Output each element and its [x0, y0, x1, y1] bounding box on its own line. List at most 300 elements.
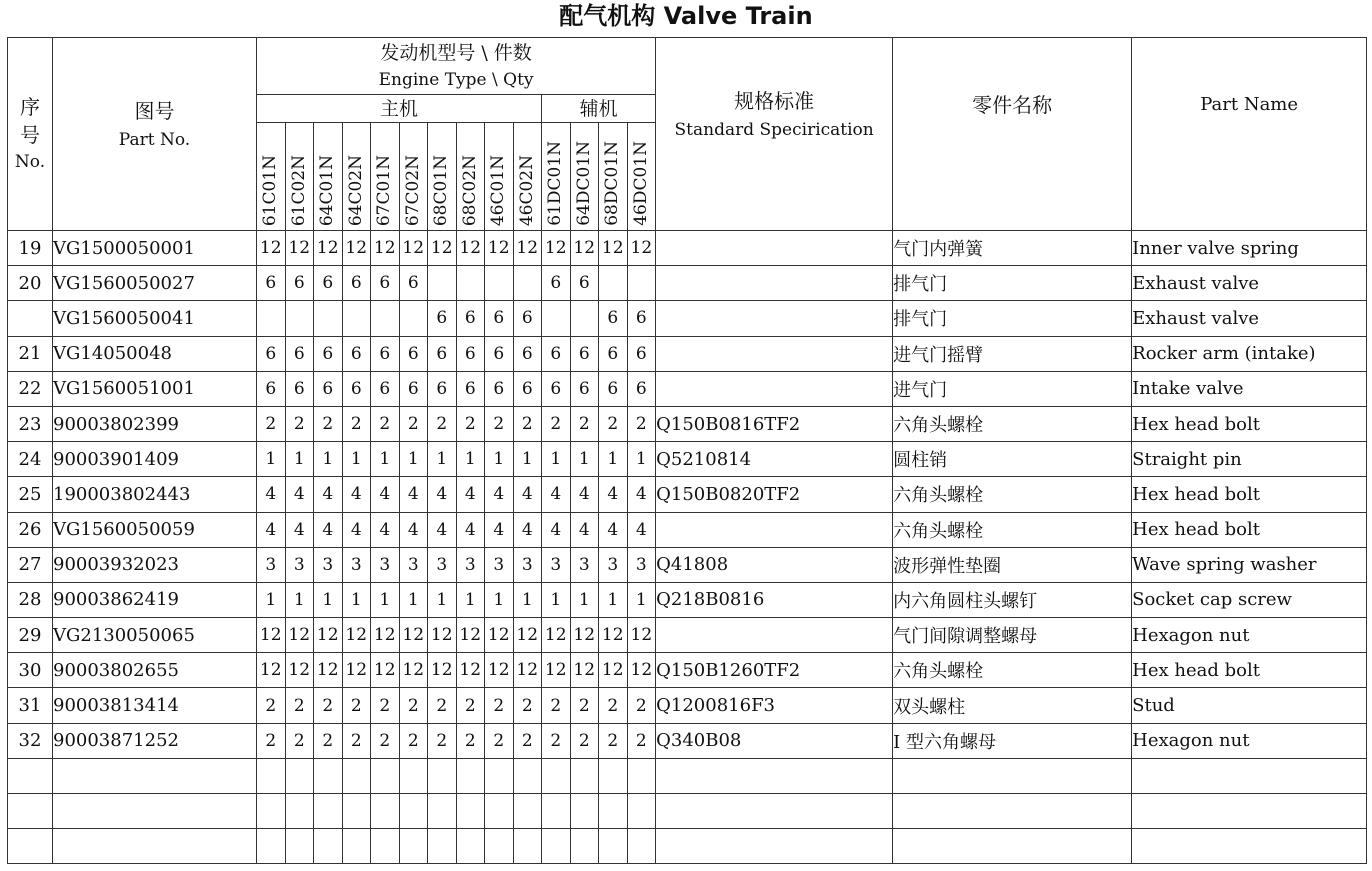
header-main-engine: 主机 — [257, 95, 542, 123]
qty-cell: 1 — [428, 442, 457, 477]
qty-cell: 2 — [342, 723, 371, 758]
qty-cell — [570, 301, 599, 336]
qty-cell: 2 — [513, 688, 542, 723]
qty-cell: 4 — [428, 512, 457, 547]
header-engine-model — [456, 123, 485, 231]
qty-cell: 2 — [513, 406, 542, 441]
part-name-cn-cell: 波形弹性垫圈 — [893, 547, 1132, 582]
standard-cell — [656, 794, 893, 829]
qty-cell — [342, 301, 371, 336]
part-name-cn-cell: 圆柱销 — [893, 442, 1132, 477]
qty-cell: 4 — [399, 512, 428, 547]
qty-cell: 6 — [627, 301, 656, 336]
qty-cell: 1 — [285, 582, 314, 617]
qty-cell: 12 — [314, 653, 343, 688]
table-row — [8, 477, 1367, 512]
part-name-cn-cell: 六角头螺栓 — [893, 653, 1132, 688]
header-engine-type-en: Engine Type \ Qty — [378, 70, 534, 90]
qty-cell — [627, 794, 656, 829]
qty-cell — [314, 758, 343, 793]
qty-cell: 6 — [570, 371, 599, 406]
table-row — [8, 653, 1367, 688]
qty-cell: 3 — [542, 547, 571, 582]
qty-cell: 6 — [399, 266, 428, 301]
qty-cell — [371, 794, 400, 829]
qty-cell: 2 — [485, 723, 514, 758]
qty-cell — [257, 301, 286, 336]
qty-cell: 12 — [599, 231, 628, 266]
qty-cell: 3 — [456, 547, 485, 582]
qty-cell: 1 — [428, 582, 457, 617]
standard-cell: Q340B08 — [656, 723, 893, 758]
qty-cell: 4 — [342, 477, 371, 512]
part-name-cn-cell: 气门间隙调整螺母 — [893, 618, 1132, 653]
part-no-cell: VG1560050059 — [53, 512, 257, 547]
qty-cell — [570, 829, 599, 864]
qty-cell: 3 — [627, 547, 656, 582]
qty-cell: 2 — [314, 406, 343, 441]
standard-cell — [656, 512, 893, 547]
qty-cell: 12 — [371, 618, 400, 653]
table-row — [8, 371, 1367, 406]
qty-cell: 1 — [371, 442, 400, 477]
qty-cell: 6 — [627, 371, 656, 406]
qty-cell: 12 — [570, 653, 599, 688]
qty-cell: 2 — [456, 723, 485, 758]
engine-model-label: 46C01N — [488, 154, 509, 226]
engine-model-label: 68DC01N — [602, 141, 623, 226]
qty-cell: 4 — [257, 477, 286, 512]
qty-cell — [627, 266, 656, 301]
qty-cell: 1 — [570, 442, 599, 477]
table-row — [8, 406, 1367, 441]
qty-cell: 12 — [456, 231, 485, 266]
qty-cell — [627, 829, 656, 864]
table-row — [8, 829, 1367, 864]
qty-cell: 2 — [342, 406, 371, 441]
qty-cell: 12 — [570, 618, 599, 653]
qty-cell — [399, 794, 428, 829]
qty-cell — [599, 266, 628, 301]
qty-cell: 6 — [599, 336, 628, 371]
qty-cell: 12 — [371, 231, 400, 266]
qty-cell: 12 — [342, 653, 371, 688]
qty-cell: 2 — [314, 688, 343, 723]
header-engine-model — [371, 123, 400, 231]
seq-no-cell: 32 — [8, 723, 53, 758]
part-name-en-cell: Hexagon nut — [1132, 723, 1367, 758]
part-name-cn-cell: 进气门摇臂 — [893, 336, 1132, 371]
standard-cell: Q150B0820TF2 — [656, 477, 893, 512]
qty-cell — [371, 829, 400, 864]
qty-cell: 4 — [542, 512, 571, 547]
qty-cell: 6 — [314, 336, 343, 371]
header-engine-model — [599, 123, 628, 231]
qty-cell: 2 — [428, 688, 457, 723]
header-part-name-cn: 零件名称 — [893, 38, 1132, 231]
qty-cell: 6 — [257, 336, 286, 371]
qty-cell: 2 — [342, 688, 371, 723]
qty-cell: 12 — [513, 618, 542, 653]
qty-cell: 2 — [627, 406, 656, 441]
part-no-cell: VG1560051001 — [53, 371, 257, 406]
parts-table — [7, 37, 1367, 864]
qty-cell: 4 — [599, 512, 628, 547]
qty-cell — [428, 758, 457, 793]
qty-cell: 3 — [371, 547, 400, 582]
header-seq-line: 序 — [20, 95, 40, 119]
qty-cell — [342, 794, 371, 829]
qty-cell: 6 — [371, 266, 400, 301]
qty-cell: 2 — [599, 406, 628, 441]
part-name-en-cell: Wave spring washer — [1132, 547, 1367, 582]
qty-cell: 1 — [513, 442, 542, 477]
qty-cell: 4 — [542, 477, 571, 512]
qty-cell: 2 — [428, 723, 457, 758]
qty-cell: 6 — [513, 371, 542, 406]
qty-cell — [513, 266, 542, 301]
qty-cell: 6 — [456, 336, 485, 371]
qty-cell: 1 — [314, 582, 343, 617]
qty-cell: 4 — [285, 512, 314, 547]
standard-cell: Q41808 — [656, 547, 893, 582]
qty-cell: 4 — [627, 477, 656, 512]
qty-cell: 4 — [456, 512, 485, 547]
qty-cell: 3 — [314, 547, 343, 582]
seq-no-cell — [8, 301, 53, 336]
qty-cell: 1 — [513, 582, 542, 617]
qty-cell — [485, 829, 514, 864]
qty-cell: 12 — [599, 653, 628, 688]
qty-cell: 2 — [570, 723, 599, 758]
qty-cell: 2 — [599, 723, 628, 758]
qty-cell: 6 — [513, 336, 542, 371]
qty-cell: 12 — [513, 231, 542, 266]
qty-cell: 12 — [342, 618, 371, 653]
qty-cell: 6 — [542, 266, 571, 301]
part-name-en-cell — [1132, 829, 1367, 864]
qty-cell: 2 — [285, 723, 314, 758]
standard-cell — [656, 266, 893, 301]
header-aux-engine: 辅机 — [542, 95, 656, 123]
qty-cell — [456, 758, 485, 793]
qty-cell — [342, 758, 371, 793]
table-row — [8, 301, 1367, 336]
qty-cell: 12 — [485, 618, 514, 653]
qty-cell: 12 — [456, 653, 485, 688]
engine-model-label: 67C01N — [374, 154, 395, 226]
part-no-cell: 190003802443 — [53, 477, 257, 512]
qty-cell: 1 — [542, 582, 571, 617]
engine-model-label: 61DC01N — [545, 141, 566, 226]
header-engine-model — [314, 123, 343, 231]
header-engine-model — [485, 123, 514, 231]
qty-cell — [371, 301, 400, 336]
header-engine-model — [627, 123, 656, 231]
qty-cell: 1 — [399, 582, 428, 617]
qty-cell: 2 — [542, 406, 571, 441]
part-name-en-cell: Hex head bolt — [1132, 477, 1367, 512]
engine-model-label: 46C02N — [516, 154, 537, 226]
qty-cell — [314, 301, 343, 336]
part-name-cn-cell: 气门内弹簧 — [893, 231, 1132, 266]
part-name-en-cell — [1132, 758, 1367, 793]
qty-cell: 12 — [542, 231, 571, 266]
qty-cell: 6 — [428, 301, 457, 336]
qty-cell: 6 — [342, 336, 371, 371]
qty-cell: 6 — [371, 336, 400, 371]
qty-cell: 4 — [513, 477, 542, 512]
engine-model-label: 64C02N — [345, 154, 366, 226]
qty-cell — [485, 266, 514, 301]
part-name-en-cell: Hex head bolt — [1132, 406, 1367, 441]
seq-no-cell: 23 — [8, 406, 53, 441]
header-seq-no — [8, 38, 53, 231]
qty-cell: 2 — [314, 723, 343, 758]
part-no-cell: VG14050048 — [53, 336, 257, 371]
qty-cell: 1 — [342, 582, 371, 617]
page-title: 配气机构 Valve Train — [559, 2, 813, 30]
part-name-cn-cell: I 型六角螺母 — [893, 723, 1132, 758]
qty-cell: 2 — [399, 406, 428, 441]
table-row — [8, 688, 1367, 723]
standard-cell — [656, 829, 893, 864]
qty-cell: 4 — [599, 477, 628, 512]
qty-cell — [456, 266, 485, 301]
qty-cell — [627, 758, 656, 793]
qty-cell: 6 — [599, 301, 628, 336]
qty-cell — [314, 829, 343, 864]
part-name-en-cell: Exhaust valve — [1132, 301, 1367, 336]
part-name-en-cell: Hex head bolt — [1132, 512, 1367, 547]
part-name-cn-cell: 排气门 — [893, 301, 1132, 336]
qty-cell: 4 — [456, 477, 485, 512]
table-header — [8, 38, 1367, 231]
qty-cell: 6 — [285, 266, 314, 301]
qty-cell: 2 — [399, 688, 428, 723]
qty-cell: 12 — [485, 653, 514, 688]
qty-cell — [456, 829, 485, 864]
qty-cell: 12 — [285, 618, 314, 653]
header-engine-model — [428, 123, 457, 231]
qty-cell: 4 — [399, 477, 428, 512]
seq-no-cell: 31 — [8, 688, 53, 723]
standard-cell — [656, 758, 893, 793]
qty-cell: 12 — [542, 618, 571, 653]
part-name-en-cell: Hex head bolt — [1132, 653, 1367, 688]
qty-cell: 12 — [314, 231, 343, 266]
header-engine-model — [570, 123, 599, 231]
qty-cell: 12 — [570, 231, 599, 266]
qty-cell — [399, 301, 428, 336]
qty-cell — [485, 758, 514, 793]
table-row — [8, 231, 1367, 266]
part-name-cn-cell — [893, 758, 1132, 793]
part-name-cn-cell: 六角头螺栓 — [893, 512, 1132, 547]
part-no-cell: 90003901409 — [53, 442, 257, 477]
table-row — [8, 582, 1367, 617]
qty-cell: 12 — [257, 653, 286, 688]
qty-cell: 12 — [314, 618, 343, 653]
qty-cell: 6 — [542, 371, 571, 406]
qty-cell: 12 — [513, 653, 542, 688]
qty-cell: 3 — [342, 547, 371, 582]
qty-cell: 2 — [542, 688, 571, 723]
table-row — [8, 336, 1367, 371]
part-no-cell: 90003871252 — [53, 723, 257, 758]
qty-cell: 4 — [285, 477, 314, 512]
qty-cell: 2 — [257, 688, 286, 723]
seq-no-cell: 20 — [8, 266, 53, 301]
qty-cell — [399, 829, 428, 864]
qty-cell: 2 — [627, 688, 656, 723]
qty-cell: 3 — [570, 547, 599, 582]
qty-cell: 4 — [485, 512, 514, 547]
header-seq-line: No. — [14, 152, 46, 172]
engine-model-label: 61C01N — [260, 154, 281, 226]
qty-cell: 4 — [371, 512, 400, 547]
qty-cell — [342, 829, 371, 864]
header-seq-line: 号 — [20, 123, 40, 147]
table-row — [8, 723, 1367, 758]
qty-cell: 4 — [314, 512, 343, 547]
qty-cell: 2 — [285, 406, 314, 441]
qty-cell: 12 — [428, 653, 457, 688]
qty-cell: 6 — [485, 301, 514, 336]
qty-cell: 2 — [456, 688, 485, 723]
qty-cell: 4 — [314, 477, 343, 512]
part-name-en-cell: Socket cap screw — [1132, 582, 1367, 617]
qty-cell: 2 — [570, 406, 599, 441]
seq-no-cell: 25 — [8, 477, 53, 512]
qty-cell: 6 — [257, 371, 286, 406]
qty-cell: 2 — [257, 406, 286, 441]
standard-cell: Q150B0816TF2 — [656, 406, 893, 441]
standard-cell: Q150B1260TF2 — [656, 653, 893, 688]
qty-cell — [428, 266, 457, 301]
seq-no-cell: 19 — [8, 231, 53, 266]
part-no-cell — [53, 758, 257, 793]
qty-cell: 6 — [542, 336, 571, 371]
qty-cell: 6 — [314, 371, 343, 406]
qty-cell: 3 — [399, 547, 428, 582]
seq-no-cell: 21 — [8, 336, 53, 371]
qty-cell: 4 — [627, 512, 656, 547]
part-no-cell: 90003932023 — [53, 547, 257, 582]
qty-cell: 6 — [342, 266, 371, 301]
qty-cell: 12 — [285, 653, 314, 688]
qty-cell — [485, 794, 514, 829]
standard-cell — [656, 618, 893, 653]
qty-cell — [371, 758, 400, 793]
qty-cell: 12 — [627, 618, 656, 653]
qty-cell: 1 — [627, 582, 656, 617]
qty-cell — [542, 829, 571, 864]
qty-cell: 2 — [627, 723, 656, 758]
qty-cell: 1 — [485, 442, 514, 477]
qty-cell: 3 — [428, 547, 457, 582]
engine-model-label: 64C01N — [317, 154, 338, 226]
qty-cell: 12 — [627, 653, 656, 688]
qty-cell: 2 — [485, 406, 514, 441]
header-engine-model — [542, 123, 571, 231]
qty-cell — [513, 758, 542, 793]
header-part-no — [53, 38, 257, 231]
qty-cell — [257, 794, 286, 829]
qty-cell: 2 — [285, 688, 314, 723]
qty-cell: 1 — [399, 442, 428, 477]
qty-cell — [285, 301, 314, 336]
qty-cell: 2 — [456, 406, 485, 441]
part-name-cn-cell: 双头螺柱 — [893, 688, 1132, 723]
part-name-cn-cell — [893, 794, 1132, 829]
qty-cell: 2 — [399, 723, 428, 758]
qty-cell — [599, 829, 628, 864]
seq-no-cell: 24 — [8, 442, 53, 477]
header-engine-model — [513, 123, 542, 231]
qty-cell: 12 — [399, 653, 428, 688]
qty-cell: 6 — [456, 301, 485, 336]
qty-cell: 2 — [485, 688, 514, 723]
qty-cell: 4 — [371, 477, 400, 512]
table-body — [8, 231, 1367, 864]
qty-cell: 12 — [599, 618, 628, 653]
qty-cell: 4 — [513, 512, 542, 547]
qty-cell: 1 — [314, 442, 343, 477]
qty-cell: 1 — [542, 442, 571, 477]
seq-no-cell — [8, 829, 53, 864]
qty-cell: 6 — [257, 266, 286, 301]
qty-cell: 12 — [428, 618, 457, 653]
header-standard — [656, 38, 893, 231]
qty-cell: 12 — [257, 618, 286, 653]
header-part-no-en: Part No. — [118, 130, 191, 150]
seq-no-cell: 22 — [8, 371, 53, 406]
standard-cell: Q218B0816 — [656, 582, 893, 617]
qty-cell: 12 — [342, 231, 371, 266]
engine-model-label: 68C02N — [459, 154, 480, 226]
qty-cell: 12 — [485, 231, 514, 266]
table-row — [8, 547, 1367, 582]
header-part-no-cn: 图号 — [134, 99, 175, 123]
qty-cell: 4 — [428, 477, 457, 512]
qty-cell — [428, 794, 457, 829]
qty-cell: 6 — [428, 336, 457, 371]
seq-no-cell: 26 — [8, 512, 53, 547]
part-no-cell: 90003862419 — [53, 582, 257, 617]
part-no-cell: 90003802655 — [53, 653, 257, 688]
qty-cell: 1 — [627, 442, 656, 477]
part-name-en-cell: Stud — [1132, 688, 1367, 723]
engine-model-label: 64DC01N — [573, 141, 594, 226]
qty-cell — [314, 794, 343, 829]
part-no-cell: 90003802399 — [53, 406, 257, 441]
header-engine-model — [285, 123, 314, 231]
part-no-cell: VG1560050041 — [53, 301, 257, 336]
qty-cell: 6 — [314, 266, 343, 301]
part-name-en-cell: Straight pin — [1132, 442, 1367, 477]
qty-cell: 2 — [542, 723, 571, 758]
qty-cell: 2 — [428, 406, 457, 441]
part-no-cell — [53, 829, 257, 864]
qty-cell: 6 — [399, 371, 428, 406]
engine-model-label: 46DC01N — [630, 141, 651, 226]
qty-cell: 6 — [570, 266, 599, 301]
qty-cell: 1 — [599, 442, 628, 477]
standard-cell — [656, 371, 893, 406]
qty-cell: 3 — [485, 547, 514, 582]
qty-cell: 1 — [485, 582, 514, 617]
